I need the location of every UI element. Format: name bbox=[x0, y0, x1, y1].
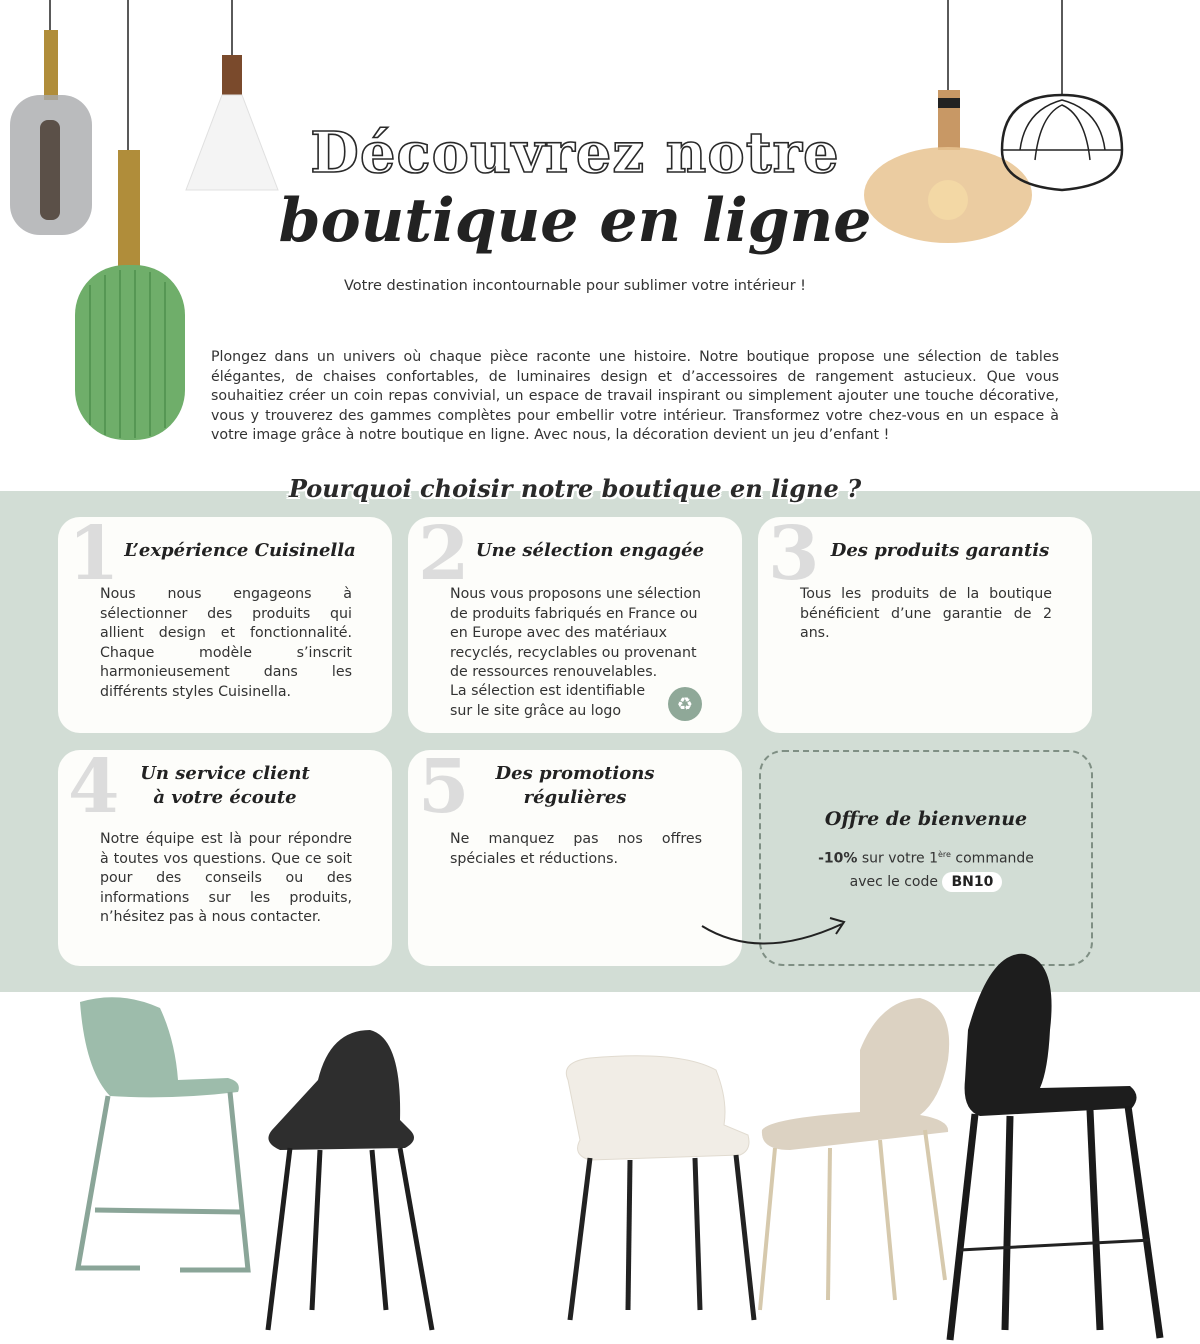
feature-card-4 bbox=[58, 744, 392, 966]
offer-title: Offre de bienvenue bbox=[824, 808, 1028, 830]
page-title-line-1: Découvrez notre bbox=[310, 120, 840, 186]
offer-superscript: ère bbox=[938, 850, 951, 859]
card-text-logo-note: La sélection est identifiable sur le site grâce au logo bbox=[450, 683, 646, 719]
card-title: Une sélection engagée bbox=[475, 540, 705, 561]
offer-code-label: avec le code bbox=[849, 874, 943, 890]
chairs-image bbox=[0, 950, 1200, 1344]
offer-discount-line bbox=[761, 850, 1091, 867]
card-text: Notre équipe est là pour répondre à toutes vos questions. Que ce soit pour des conseils ou des informations sur les produits, n’hésitez pas à nous contacter. bbox=[100, 831, 352, 925]
card-number: 4 bbox=[68, 744, 120, 830]
offer-text: sur votre 1 bbox=[857, 850, 938, 867]
card-title: L’expérience Cuisinella bbox=[124, 540, 356, 561]
page-subtitle: Votre destination incontournable pour sublimer votre intérieur ! bbox=[344, 278, 806, 294]
card-title: Un service client à votre écoute bbox=[140, 763, 310, 808]
promo-code: BN10 bbox=[942, 872, 1002, 892]
offer-code-line bbox=[761, 872, 1091, 892]
card-text: Nous nous engageons à sélectionner des produits qui allient design et fonctionnalité. Chaque modèle s’inscrit harmonieusement dans les différents styles Cuisinella. bbox=[100, 586, 352, 700]
card-number: 5 bbox=[418, 744, 470, 830]
feature-card-2 bbox=[408, 511, 742, 733]
feature-card-5 bbox=[408, 744, 742, 966]
offer-text-end: commande bbox=[950, 850, 1034, 867]
feature-card-1 bbox=[58, 511, 392, 733]
recycle-leaf-icon: ♻ bbox=[668, 687, 702, 721]
card-number: 3 bbox=[768, 511, 820, 597]
card-title: Des promotions régulières bbox=[495, 763, 655, 808]
card-text: Ne manquez pas nos offres spéciales et réductions. bbox=[450, 831, 702, 867]
feature-card-3 bbox=[758, 511, 1092, 733]
card-text: Nous vous proposons une sélection de produits fabriqués en France ou en Europe avec des matériaux recyclés, recyclables ou provenant de ressources renouvelables. bbox=[450, 586, 702, 680]
intro-paragraph: Plongez dans un univers où chaque pièce raconte une histoire. Notre boutique propose une sélection de tables élégantes, de chaises confortables, de luminaires design et d’accessoires de rangement astucieux. Que vous souhaitiez créer un coin repas convivial, un espace de travail inspirant ou simplement ajouter une touche décorative, vous y trouverez des gammes complètes pour embellir votre intérieur. Transformez votre chez-vous en un espace à votre image grâce à notre boutique en ligne. Avec nous, la décoration devient un jeu d’enfant ! bbox=[211, 349, 1059, 443]
card-number: 2 bbox=[418, 511, 470, 597]
card-text: Tous les produits de la boutique bénéficient d’une garantie de 2 ans. bbox=[800, 586, 1052, 641]
card-number: 1 bbox=[68, 511, 120, 597]
offer-discount: -10% bbox=[818, 850, 858, 867]
card-title: Des produits garantis bbox=[830, 540, 1050, 561]
page-title-line-2: boutique en ligne bbox=[278, 186, 872, 256]
section-title: Pourquoi choisir notre boutique en ligne ? bbox=[288, 474, 862, 503]
